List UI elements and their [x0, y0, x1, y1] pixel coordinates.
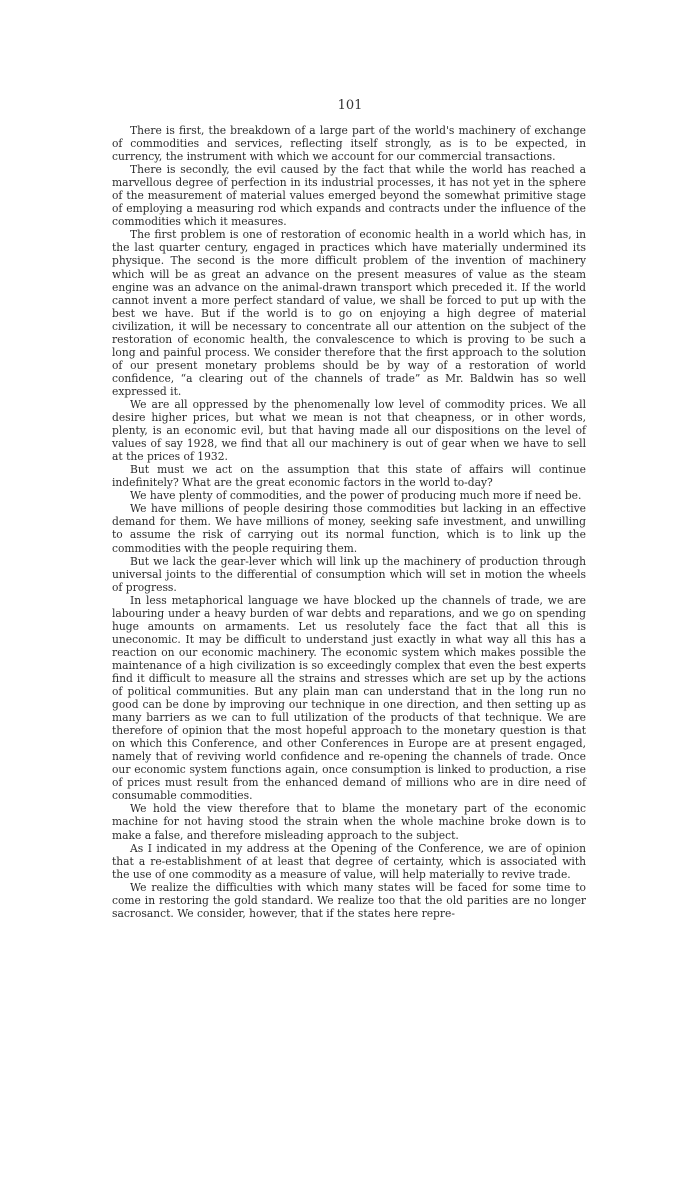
paragraph-3: The first problem is one of restoration of economic health in a world which has, in the last quarter century, engaged in practices which have materially undermined its physique. The second is the more difficult problem of the invention of machinery which will be as great an advance on the present measures of value as the steam engine was an advance on the animal-drawn transport which preceded it. If the world cannot invent a more perfect standard of value, we shall be forced to put up with the best we have. But if the world is to go on enjoying a high degree of material civilization, it will be necessary to concentrate all our attention on the subject of the restoration of economic health, the convalescence to which is proving to be such a long and painful process. We consider therefore that the first approach to the solution of our present monetary problems should be by way of a restoration of world confidence, “a clearing out of the channels of trade” as Mr. Baldwin has so well expressed it.	[112, 228, 586, 398]
paragraph-2: There is secondly, the evil caused by the fact that while the world has reached a marvellous degree of perfection in its industrial processes, it has not yet in the sphere of the measurement of material values emerged beyond the somewhat primitive stage of employing a measuring rod which expands and contracts under the influence of the commodities which it measures.	[112, 163, 586, 229]
paragraph-4: We are all oppressed by the phenomenally low level of commodity prices. We all desire higher prices, but what we mean is not that cheapness, or in other words, plenty, is an economic evil, but that having made all our dispositions on the level of values of say 1928, we find that all our machinery is out of gear when we have to sell at the prices of 1932.	[112, 397, 586, 464]
paragraph-11: As I indicated in my address at the Opening of the Conference, we are of opinion that a re-establishment of at least that degree of certainty, which is associated with the use of one commodity as a measure of value, will help materially to revive trade.	[112, 841, 586, 881]
paragraph-10: We hold the view therefore that to blame the monetary part of the economic machine for not having stood the strain when the whole machine broke down is to make a false, and therefore misleading approach to the subject.	[112, 802, 586, 842]
body-text	[112, 124, 586, 920]
paragraph-8: But we lack the gear-lever which will link up the machinery of production through universal joints to the differential of consumption which will set in motion the wheels of progress.	[112, 554, 586, 594]
paragraph-12: We realize the difficulties with which many states will be faced for some time to come in restoring the gold standard. We realize too that the old parities are no longer sacrosanct. We consider, however, that if the states here repre-	[112, 880, 586, 920]
page-number: 101	[337, 98, 363, 113]
paragraph-9: In less metaphorical language we have blocked up the channels of trade, we are labouring under a heavy burden of war debts and reparations, and we go on spending huge amounts on armaments. Let us resolutely face the fact that all this is uneconomic. It may be difficult to understand just exactly in what way all this has a reaction on our economic machinery. The economic system which makes possible the maintenance of a high civilization is so exceedingly complex that even the best experts find it difficult to measure all the strains and stresses which are set up by the actions of political communities. But any plain man can understand that in the long run no good can be done by improving our technique in one direction, and then setting up as many barriers as we can to full utilization of the products of that technique. We are therefore of opinion that the most hopeful approach to the monetary question is that on which this Conference, and other Conferences in Europe are at present engaged, namely that of reviving world confidence and re-opening the channels of trade. Once our economic system functions again, once consumption is linked to production, a rise of prices must result from the enhanced demand of millions who are in dire need of consumable commodities.	[112, 593, 586, 803]
paragraph-6: We have plenty of commodities, and the power of producing much more if need be.	[130, 489, 582, 503]
paragraph-5: But must we act on the assumption that this state of affairs will continue indefinitely? What are the great economic factors in the world to-day?	[112, 463, 586, 490]
paragraph-7: We have millions of people desiring those commodities but lacking in an effective demand for them. We have millions of money, seeking safe investment, and unwilling to assume the risk of carrying out its normal function, which is to link up the commodities with the people requiring them.	[112, 502, 586, 555]
paragraph-1: There is first, the breakdown of a large part of the world's machinery of exchange of commodities and services, reflecting itself strongly, as is to be expected, in currency, the instrument with which we account for our commercial transactions.	[112, 124, 586, 164]
